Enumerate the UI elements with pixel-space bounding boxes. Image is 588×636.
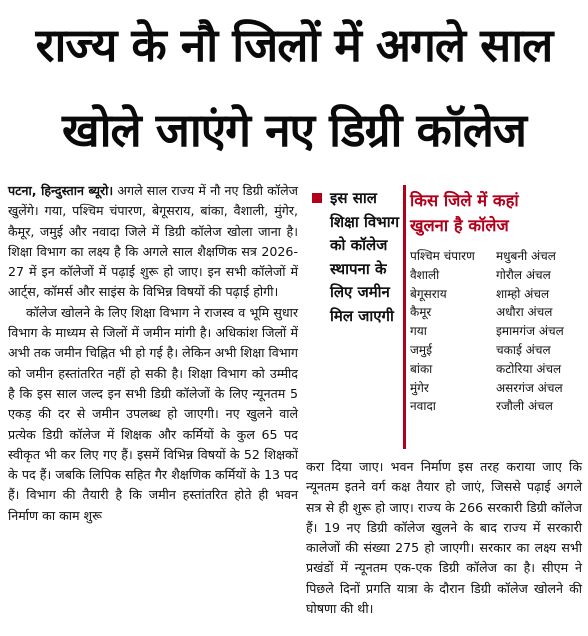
table-title-line-1: किस जिले में कहां	[410, 191, 519, 210]
district-table	[410, 188, 582, 450]
district-name: गया	[410, 324, 427, 339]
table-row	[410, 266, 582, 285]
district-name: वैशाली	[410, 267, 440, 282]
district-name: मुंगेर	[410, 380, 429, 395]
table-row	[410, 397, 582, 416]
district-table-rows	[410, 247, 582, 416]
district-name: नवादा	[410, 399, 436, 414]
block-name: शाम्हो अंचल	[496, 286, 550, 301]
article-paragraph-1	[8, 181, 298, 303]
table-row	[410, 379, 582, 398]
block-name: रजौली अंचल	[496, 399, 553, 414]
headline-line-1: राज्य के नौ जिलों में अगले साल	[35, 18, 553, 72]
district-table-title	[410, 188, 582, 238]
district-name: बेगूसराय	[410, 286, 447, 301]
article-paragraph-3: करा दिया जाए। भवन निर्माण इस तरह कराया जाए कि न्यूनतम इतने वर्ग कक्ष तैयार हो जाएं, जिससे पढ़ाई अगले सत्र से ही शुरू हो जाए। राज्य के 266 सरकारी डिग्री कॉलेज हैं। 19 नए डिग्री कॉलेज खुलने के बाद राज्य में सरकारी कालेजों की संख्या 275 हो जाएगी। सरकार का लक्ष्य सभी प्रखंडों में न्यूनतम एक-एक डिग्री कॉलेज का है। सीएम ने पिछले दिनों प्रगति यात्रा के दौरान डिग्री कॉलेज खोलने की घोषणा की थी।	[306, 459, 582, 617]
block-name: कटोरिया अंचल	[496, 361, 562, 376]
headline-line-2: खोले जाएंगे नए डिग्री कॉलेज	[61, 103, 527, 157]
article-paragraph-2: कॉलेज खोलने के लिए शिक्षा विभाग ने राजस्व व भूमि सुधार विभाग के माध्यम से जिलों में जमीन मांगी है। अधिकांश जिलों में अभी तक जमीन चिह्नित भी हो गई है। लेकिन अभी शिक्षा विभाग को जमीन हस्तांतरित नहीं हो सकी है। शिक्षा विभाग को उम्मीद है कि इस साल जल्द इन सभी डिग्री कॉलेजों के लिए न्यूनतम 5 एकड़ की दर से जमीन उपलब्ध हो जाएगी। नए खुलने वाले प्रत्येक डिग्री कॉलेज में शिक्षक और कर्मियों के कुल 65 पद स्वीकृत भी कर लिए गए हैं। इसमें विभिन्न विषयों के 52 शिक्षकों के पद हैं। जबकि लिपिक सहित गैर शैक्षणिक कर्मियों के 13 पद हैं। विभाग की तैयारी है कि जमीन हस्तांतरित होते ही भवन निर्माण का काम शुरू	[8, 304, 298, 523]
square-bullet-icon	[312, 193, 322, 203]
article-right-bottom-column	[306, 457, 582, 619]
block-name: अधौरा अंचल	[496, 305, 553, 320]
block-name: चकाई अंचल	[496, 342, 551, 357]
district-name: जमुई	[410, 342, 432, 357]
block-name: इमामगंज अंचल	[496, 324, 564, 339]
table-row	[410, 341, 582, 360]
district-name: कैमूर	[410, 305, 432, 320]
table-row	[410, 247, 582, 266]
paragraph-1-text: अगले साल राज्य में नौ नए डिग्री कॉलेज खुलेंगे। गया, पश्चिम चंपारण, बेगूसराय, बांका, वैशाली, मुंगेर, कैमूर, जमुई और नवादा जिले में डिग्री कॉलेज खोला जाना है। शिक्षा विभाग का लक्ष्य है कि अगले साल शैक्षणिक सत्र 2026-27 में इन कॉलेजों में पढ़ाई शुरू हो जाए। इन सभी कॉलेजों में आर्ट्स, कॉमर्स और साइंस के विभिन्न विषयों की पढ़ाई होगी।	[8, 183, 298, 300]
block-name: मधुबनी अंचल	[496, 249, 556, 263]
block-name: गोरौल अंचल	[496, 267, 551, 282]
table-title-line-2: खुलना है कॉलेज	[410, 216, 509, 235]
district-name: बांका	[410, 361, 433, 376]
table-row	[410, 322, 582, 341]
article-left-column	[8, 181, 298, 526]
highlight-text: इस साल शिक्षा विभाग को कॉलेज स्थापना के लिए जमीन मिल जाएगी	[330, 189, 400, 325]
block-name: असरगंज अंचल	[496, 380, 563, 395]
divider-line	[403, 185, 406, 449]
table-row	[410, 303, 582, 322]
dateline: पटना, हिन्दुस्तान ब्यूरो।	[8, 183, 114, 198]
highlight-box	[310, 187, 400, 449]
table-row	[410, 285, 582, 304]
table-row	[410, 360, 582, 379]
district-name: पश्चिम चंपारण	[410, 249, 475, 263]
